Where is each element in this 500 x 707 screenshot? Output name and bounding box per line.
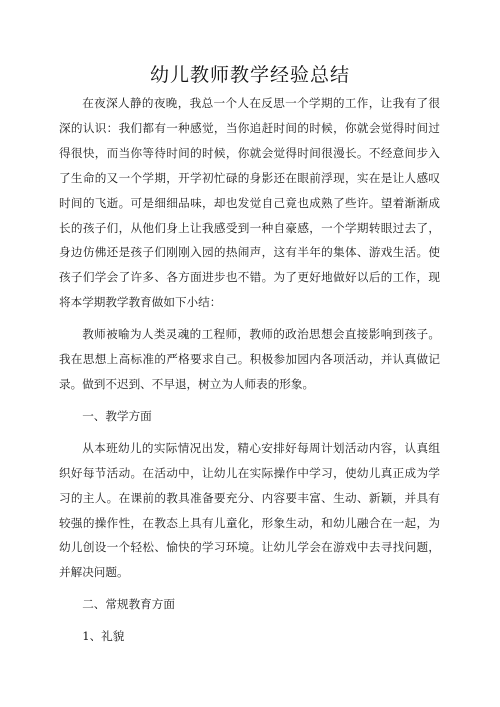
section-heading-routine-education: 二、常规教育方面 [82,597,175,612]
teaching-paragraph: 从本班幼儿的实际情况出发，精心安排好每周计划活动内容，认真组织好每节活动。在活动中，让幼儿在实际操作中学习，使幼儿真正成为学习的主人。在课前的教具准备要充分、内容要丰富、生动、新颖，并具有较强的操作性，在教态上具有儿童化，形象生动，和幼儿融合在一起，为幼儿创设一个轻松、愉快的学习环境。让幼儿学会在游戏中去寻找问题，并解决问题。 [59,440,440,580]
intro-paragraph: 在夜深人静的夜晚，我总一个人在反思一个学期的工作，让我有了很深的认识：我们都有一种感觉，当你追赶时间的时候，你就会觉得时间过得很快，而当你等待时间的时候，你就会觉得时间很漫长。不经意间步入了生命的又一个学期，开学初忙碌的身影还在眼前浮现，实在是让人感叹时间的飞逝。可是细细品味，却也发觉自己竟也成熟了些许。望着渐渐成长的孩子们，从他们身上让我感受到一种自豪感，一个学期转眼过去了，身边仿佛还是孩子们刚刚入园的热闹声，这有半年的集体、游戏生活。使孩子们学会了许多、各方面进步也不错。为了更好地做好以后的工作，现将本学期教学教育做如下小结： [59,96,440,310]
document-body [59,91,440,656]
subsection-heading-courtesy: 1、礼貌 [82,629,125,644]
teacher-ethics-paragraph: 教师被喻为人类灵魂的工程师，教师的政治思想会直接影响到孩子。我在思想上高标准的严格要求自己。积极参加园内各项活动，并认真做记录。做到不迟到、不早退，树立为人师表的形象。 [59,327,440,391]
section-heading-teaching: 一、教学方面 [82,408,152,423]
document-title: 幼儿教师教学经验总结 [149,64,350,86]
